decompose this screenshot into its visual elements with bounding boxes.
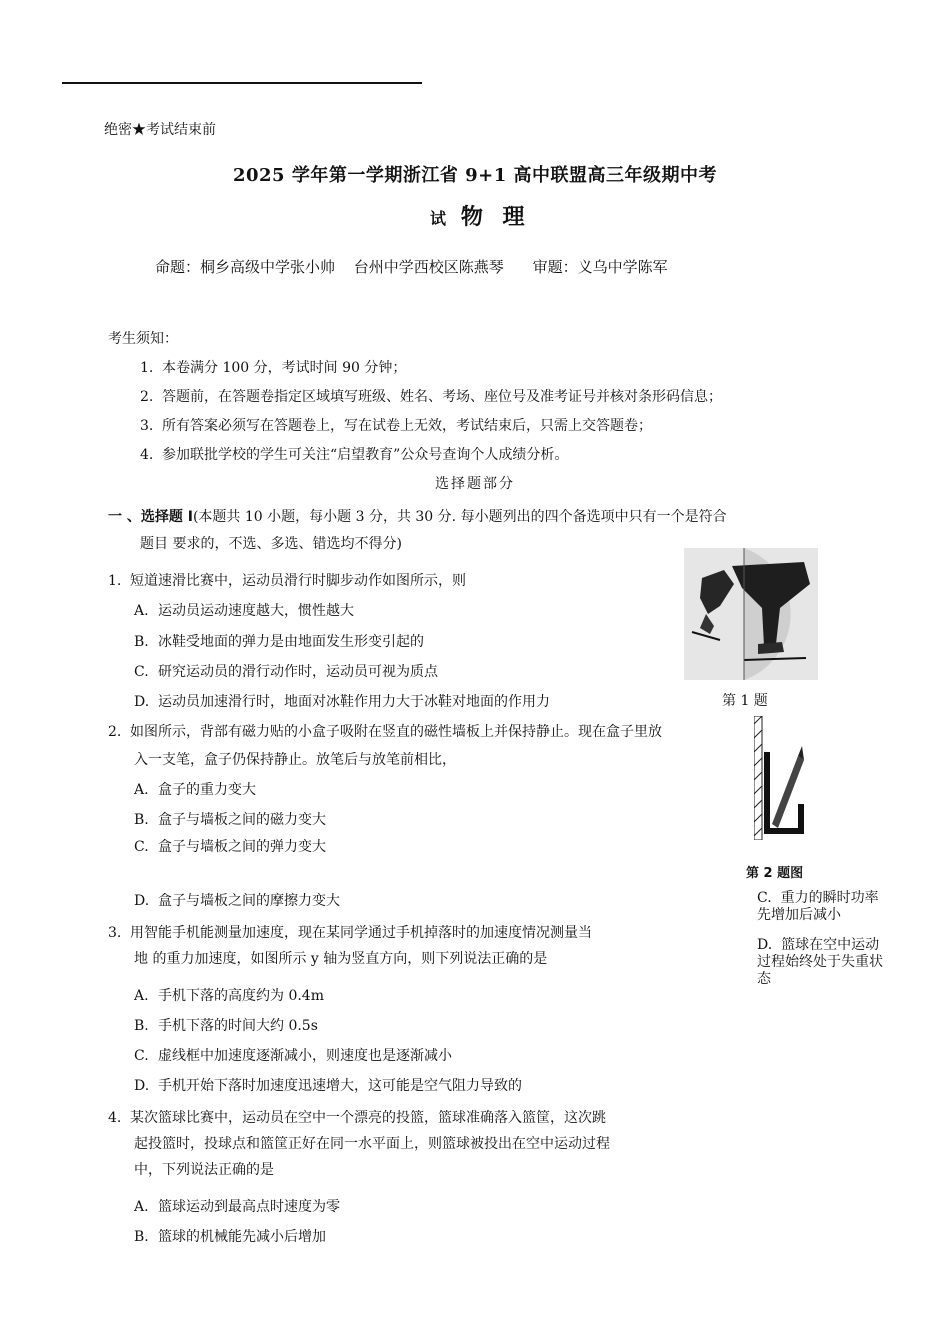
exam-title: 2025 学年第一学期浙江省 9+1 高中联盟高三年级期中考 xyxy=(232,165,718,186)
option-label: B. xyxy=(134,812,149,828)
question-text: 某次篮球比赛中，运动员在空中一个漂亮的投篮，篮球准确落入篮筐，这次跳 xyxy=(130,1110,606,1126)
author-line xyxy=(155,256,682,277)
option-label: C. xyxy=(757,890,772,906)
notice-item xyxy=(140,444,568,464)
subject-title-prefix: 试 xyxy=(430,209,447,228)
author-2: 台州中学西校区陈燕琴 xyxy=(353,258,504,276)
q3-option-c xyxy=(134,1045,452,1065)
notice-text: 答题前，在答题卷指定区域填写班级、姓名、考场、座位号及准考证号并核对条形码信息； xyxy=(162,389,722,405)
option-label: A. xyxy=(134,603,149,619)
option-label: A. xyxy=(134,782,149,798)
option-text: 篮球在空中运动过程始终处于失重状态 xyxy=(757,937,883,987)
question-text: 如图所示，背部有磁力贴的小盒子吸附在竖直的磁性墙板上并保持静止。现在盒子里放 xyxy=(130,724,662,740)
option-text: 运动员运动速度越大，惯性越大 xyxy=(158,603,354,619)
option-text: 重力的瞬时功率先增加后减小 xyxy=(757,890,879,923)
option-text: 手机下落的高度约为 0.4m xyxy=(158,988,324,1004)
notice-item xyxy=(140,386,722,406)
question-2-stem-cont: 入一支笔，盒子仍保持静止。放笔后与放笔前相比， xyxy=(134,752,456,768)
option-label: D. xyxy=(134,694,150,710)
option-label: B. xyxy=(134,1018,149,1034)
part-label: 一 、选择题 I xyxy=(108,509,193,525)
question-number: 2. xyxy=(108,724,122,740)
header-rule xyxy=(62,82,422,84)
q1-option-d xyxy=(134,691,550,711)
q2-option-a xyxy=(134,779,256,799)
q2-option-c xyxy=(134,836,326,856)
q2-option-d xyxy=(134,890,340,910)
question-4-stem xyxy=(108,1107,606,1127)
option-label: B. xyxy=(134,634,149,650)
confidential-label: 绝密★考试结束前 xyxy=(104,122,216,138)
option-label: A. xyxy=(134,1199,149,1215)
magnetic-box-figure xyxy=(754,716,808,840)
q3-option-d xyxy=(134,1075,522,1095)
option-label: C. xyxy=(134,839,149,855)
part-desc: (本题共 10 小题，每小题 3 分，共 30 分. 每小题列出的四个备选项中只有一个是符合 xyxy=(192,509,727,525)
option-text: 手机开始下落时加速度迅速增大，这可能是空气阻力导致的 xyxy=(158,1078,522,1094)
notice-heading: 考生须知： xyxy=(108,331,178,347)
question-2-stem xyxy=(108,721,662,741)
figure-2-caption: 第 2 题图 xyxy=(746,866,804,881)
option-text: 手机下落的时间大约 0.5s xyxy=(158,1018,318,1034)
reviewer: 审题：义乌中学陈军 xyxy=(532,258,668,276)
option-text: 篮球的机械能先减小后增加 xyxy=(158,1229,326,1245)
q1-option-a xyxy=(134,600,354,620)
q4-option-b xyxy=(134,1226,326,1246)
option-text: 研究运动员的滑行动作时，运动员可视为质点 xyxy=(158,664,438,680)
question-number: 4. xyxy=(108,1110,122,1126)
skater-figure xyxy=(684,548,818,680)
question-3-stem-cont: 地 的重力加速度，如图所示 y 轴为竖直方向，则下列说法正确的是 xyxy=(134,951,548,967)
question-number: 3. xyxy=(108,925,122,941)
q4-option-d xyxy=(757,937,885,988)
subject-name: 物 理 xyxy=(460,204,531,230)
option-text: 虚线框中加速度逐渐减小，则速度也是逐渐减小 xyxy=(158,1048,452,1064)
question-4-stem-cont: 起投篮时，投球点和篮筐正好在同一水平面上，则篮球被投出在空中运动过程 xyxy=(134,1136,610,1152)
option-label: C. xyxy=(134,1048,149,1064)
option-label: C. xyxy=(134,664,149,680)
q4-option-c xyxy=(757,890,885,924)
q3-option-a xyxy=(134,985,324,1005)
notice-item xyxy=(140,357,406,377)
question-number: 1. xyxy=(108,573,122,589)
section-title: 选择题部分 xyxy=(435,476,515,492)
part-heading xyxy=(108,506,727,526)
option-text: 冰鞋受地面的弹力是由地面发生形变引起的 xyxy=(158,634,424,650)
part-desc-cont: 题目 要求的，不选、多选、错选均不得分) xyxy=(140,536,402,552)
q4-option-a xyxy=(134,1196,340,1216)
q3-option-b xyxy=(134,1015,318,1035)
option-text: 运动员加速滑行时，地面对冰鞋作用力大于冰鞋对地面的作用力 xyxy=(158,694,550,710)
notice-text: 本卷满分 100 分，考试时间 90 分钟； xyxy=(162,360,407,376)
notice-text: 参加联批学校的学生可关注“启望教育”公众号查询个人成绩分析。 xyxy=(162,447,569,463)
question-4-stem-cont: 中，下列说法正确的是 xyxy=(134,1162,274,1178)
option-label: D. xyxy=(757,937,773,953)
q2-option-b xyxy=(134,809,326,829)
question-1-stem xyxy=(108,570,466,590)
notice-item xyxy=(140,415,652,435)
question-3-stem xyxy=(108,922,592,942)
question-text: 短道速滑比赛中，运动员滑行时脚步动作如图所示，则 xyxy=(130,573,466,589)
option-label: D. xyxy=(134,1078,150,1094)
subject-title xyxy=(430,200,531,231)
notice-num: 1. xyxy=(140,360,154,376)
notice-num: 2. xyxy=(140,389,154,405)
figure-1-caption: 第 1 题 xyxy=(722,693,768,709)
option-text: 盒子与墙板之间的弹力变大 xyxy=(158,839,326,855)
option-label: B. xyxy=(134,1229,149,1245)
option-text: 盒子的重力变大 xyxy=(158,782,256,798)
question-text: 用智能手机能测量加速度，现在某同学通过手机掉落时的加速度情况测量当 xyxy=(130,925,592,941)
option-text: 盒子与墙板之间的摩擦力变大 xyxy=(158,893,340,909)
option-label: D. xyxy=(134,893,150,909)
option-label: A. xyxy=(134,988,149,1004)
notice-num: 4. xyxy=(140,447,154,463)
option-text: 篮球运动到最高点时速度为零 xyxy=(158,1199,340,1215)
author-1: 命题：桐乡高级中学张小帅 xyxy=(155,258,336,276)
notice-num: 3. xyxy=(140,418,154,434)
q1-option-b xyxy=(134,631,424,651)
option-text: 盒子与墙板之间的磁力变大 xyxy=(158,812,326,828)
q1-option-c xyxy=(134,661,438,681)
notice-text: 所有答案必须写在答题卷上，写在试卷上无效，考试结束后，只需上交答题卷； xyxy=(162,418,652,434)
